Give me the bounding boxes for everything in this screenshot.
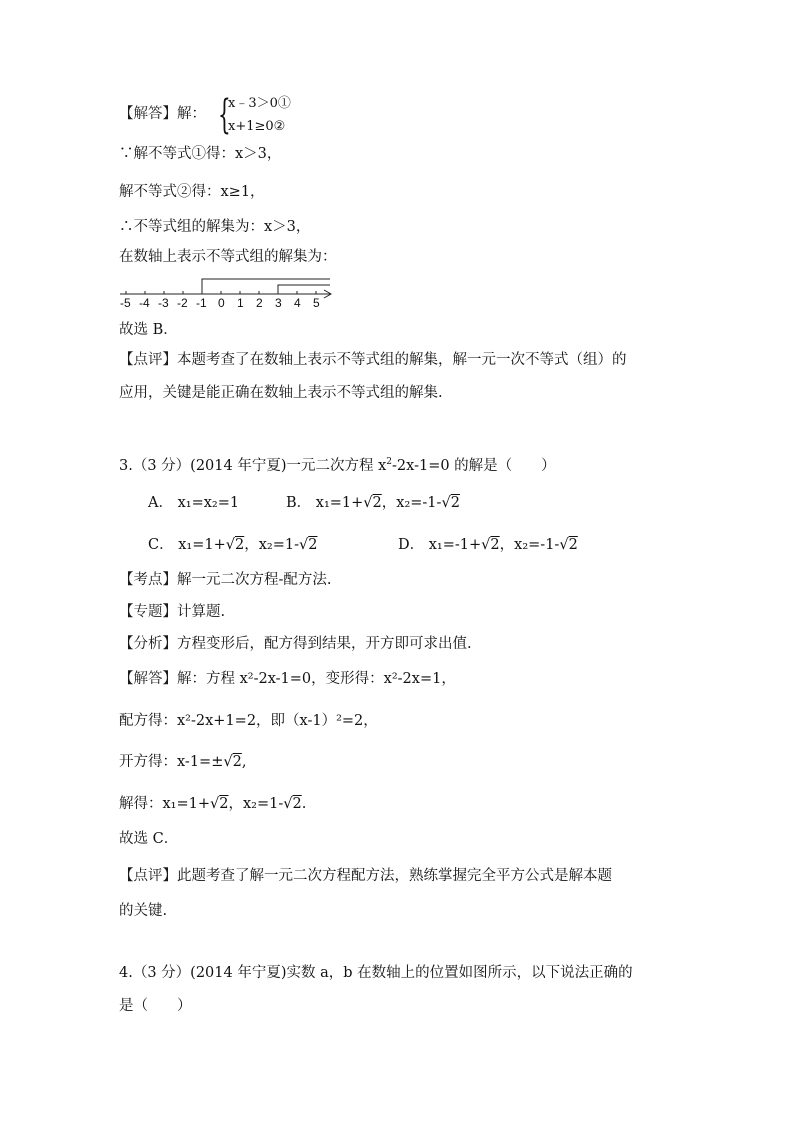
sqrt-radicand: 2 bbox=[372, 495, 382, 511]
q3-stem-prefix: 3.（3 分）(2014 年宁夏)一元二次方程 x bbox=[119, 457, 387, 474]
q3-kaodian bbox=[119, 570, 332, 590]
q3-jieda bbox=[119, 669, 456, 689]
tick-label: -5 bbox=[120, 296, 131, 310]
option-d: D． x₁=-1+√2，x₂=-1-√2 bbox=[398, 537, 578, 553]
q2-step-4: 在数轴上表示不等式组的解集为： bbox=[119, 249, 337, 265]
answer-tag: 【解答】 bbox=[119, 106, 177, 122]
number-line bbox=[118, 276, 338, 318]
q4-stem-line-1: 4.（3 分）(2014 年宁夏)实数 a，b 在数轴上的位置如图所示，以下说法正确的 bbox=[119, 965, 633, 981]
q2-step-3: ∴不等式组的解集为：x＞3， bbox=[119, 219, 311, 235]
tick-label: 5 bbox=[313, 296, 320, 310]
comment-text: 此题考查了解一元二次方程配方法，熟练掌握完全平方公式是解本题 bbox=[177, 868, 612, 884]
q2-step-1: ∵解不等式①得：x＞3， bbox=[119, 146, 282, 162]
option-c-label: C． bbox=[148, 537, 174, 553]
q3-peifang: 配方得：x²-2x+1=2，即（x-1）²=2， bbox=[119, 713, 378, 729]
sqrt-radicand: 2 bbox=[232, 754, 242, 770]
q3-comment-line-1 bbox=[119, 866, 612, 886]
q3-zhuanti bbox=[119, 602, 225, 622]
sqrt-radicand: 2 bbox=[450, 495, 460, 511]
jiede-end: . bbox=[301, 796, 307, 812]
jiede-mid: ，x₂=1- bbox=[228, 796, 284, 812]
option-a bbox=[148, 493, 239, 513]
tick-label: 4 bbox=[294, 296, 301, 310]
fenxi-tag: 【分析】 bbox=[119, 636, 177, 652]
q3-stem bbox=[119, 452, 556, 476]
option-c-mid: ，x₂=1- bbox=[244, 537, 299, 553]
q2-comment-line-2: 应用，关键是能正确在数轴上表示不等式组的解集. bbox=[119, 385, 443, 401]
option-a-text: x₁=x₂=1 bbox=[177, 495, 240, 511]
option-b-pre: x₁=1+ bbox=[315, 495, 364, 511]
q3-stem-sup: 2 bbox=[386, 457, 393, 467]
q3-fenxi bbox=[119, 634, 472, 654]
option-d-pre: x₁=-1+ bbox=[428, 537, 482, 553]
tick-label: 1 bbox=[237, 296, 244, 310]
sqrt-radicand: 2 bbox=[568, 537, 578, 553]
q4-stem-line-2: 是（ ） bbox=[119, 998, 192, 1014]
sqrt-radicand: 2 bbox=[308, 537, 318, 553]
tick-label: -1 bbox=[196, 296, 207, 310]
answer-lead: 解： bbox=[177, 106, 206, 122]
option-a-label: A． bbox=[148, 495, 173, 511]
number-line-graphic bbox=[118, 276, 338, 318]
kaifang-pre: 开方得：x-1=± bbox=[119, 754, 224, 770]
kaodian-tag: 【考点】 bbox=[119, 572, 177, 588]
sqrt-radicand: 2 bbox=[219, 796, 229, 812]
tick-label: 0 bbox=[218, 296, 225, 310]
option-b-label: B． bbox=[286, 495, 312, 511]
comment-text: 本题考查了在数轴上表示不等式组的解集，解一元一次不等式（组）的 bbox=[177, 352, 627, 368]
q3-comment-line-2: 的关键. bbox=[119, 903, 168, 919]
option-c-pre: x₁=1+ bbox=[178, 537, 226, 553]
option-c: C． x₁=1+√2，x₂=1-√2 bbox=[148, 537, 318, 553]
kaodian-text: 解一元二次方程-配方法. bbox=[177, 572, 332, 588]
tick-label: -2 bbox=[177, 296, 188, 310]
q2-choose: 故选 B． bbox=[119, 322, 178, 338]
q3-choose: 故选 C． bbox=[119, 831, 179, 847]
system-brace: { bbox=[218, 92, 231, 138]
q3-stem-suffix: -2x-1=0 的解是（ ） bbox=[392, 457, 556, 474]
option-b: B． x₁=1+√2，x₂=-1-√2 bbox=[286, 495, 460, 511]
q2-answer-lead bbox=[119, 104, 206, 124]
tick-label: 2 bbox=[256, 296, 263, 310]
option-d-mid: ，x₂=-1- bbox=[499, 537, 560, 553]
tick-label: -4 bbox=[139, 296, 150, 310]
q3-jiede: 解得：x₁=1+√2，x₂=1-√2. bbox=[119, 796, 307, 812]
comment-tag: 【点评】 bbox=[119, 868, 177, 884]
q2-comment-line-1 bbox=[119, 350, 627, 370]
q3-kaifang: 开方得：x-1=±√2, bbox=[119, 754, 247, 770]
jieda-tag: 【解答】 bbox=[119, 671, 177, 687]
zhuanti-text: 计算题. bbox=[177, 604, 226, 620]
tick-label: -3 bbox=[158, 296, 169, 310]
sqrt-radicand: 2 bbox=[490, 537, 500, 553]
zhuanti-tag: 【专题】 bbox=[119, 604, 177, 620]
jieda-text: 解：方程 x²-2x-1=0，变形得：x²-2x=1， bbox=[177, 671, 456, 687]
sqrt-radicand: 2 bbox=[234, 537, 245, 553]
option-d-label: D． bbox=[398, 537, 425, 553]
tick-label: 3 bbox=[275, 296, 282, 310]
fenxi-text: 方程变形后，配方得到结果，开方即可求出值. bbox=[177, 636, 472, 652]
comment-tag: 【点评】 bbox=[119, 352, 177, 368]
option-b-mid: ，x₂=-1- bbox=[381, 495, 442, 511]
system-line-2: x+1≥0② bbox=[228, 119, 286, 134]
q2-step-2: 解不等式②得：x≥1， bbox=[119, 184, 265, 200]
sqrt-radicand: 2 bbox=[292, 796, 302, 812]
jiede-pre: 解得：x₁=1+ bbox=[119, 796, 211, 812]
system-line-1: x﹣3＞0① bbox=[228, 96, 291, 111]
